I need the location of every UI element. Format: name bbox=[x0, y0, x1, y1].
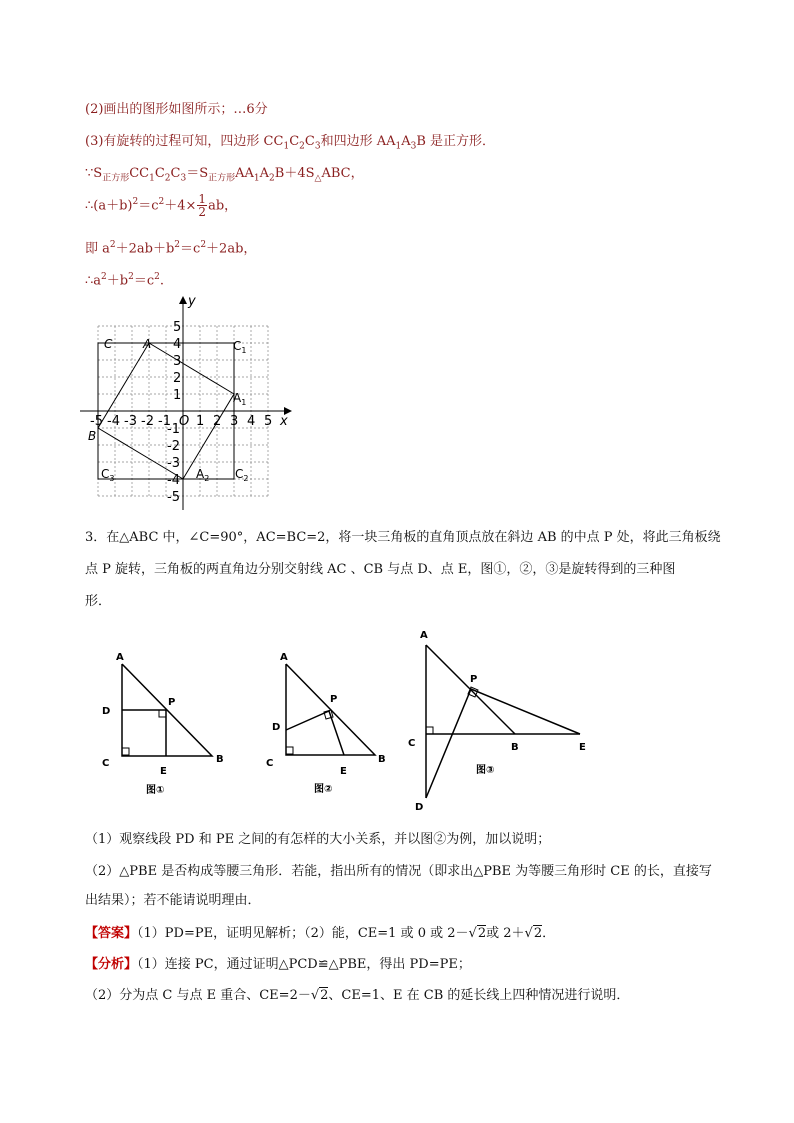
question-1: （1）观察线段 PD 和 PE 之间的有怎样的大小关系，并以图②为例，加以说明； bbox=[85, 832, 551, 847]
label-C: C bbox=[104, 337, 113, 351]
answer-tag: 【答案】 bbox=[85, 926, 138, 941]
sqrt-symbol: √ bbox=[310, 988, 320, 1003]
question-2-line-1: （2）△PBE 是否构成等腰三角形．若能，指出所有的情况（即求出△PBE 为等腰三角形时 CE 的长，直接写 bbox=[85, 864, 712, 879]
fig3-label-A: A bbox=[420, 630, 428, 641]
fig2-label-B: B bbox=[378, 754, 386, 765]
y-tick-label: -2 bbox=[167, 439, 180, 454]
fig1-caption: 图① bbox=[146, 785, 165, 796]
x-tick-label: 1 bbox=[196, 414, 205, 429]
coordinate-grid-figure bbox=[70, 292, 300, 517]
solution-line-2: (3)有旋转的过程可知，四边形 $CC_1C_2C_3$和四边形 $AA_1A_3B$ 是正方形． bbox=[85, 134, 496, 152]
y-tick-label: -4 bbox=[167, 473, 180, 488]
solution-line-3: $\because S_{正方形}CC_1C_2C_3=S_{正方形}AA_1A_2B+4S_\triangle ABC$， bbox=[85, 166, 364, 184]
y-tick-label: 3 bbox=[173, 354, 182, 369]
x-tick-label: -4 bbox=[107, 414, 120, 429]
fig2-label-E: E bbox=[340, 766, 347, 777]
fig1-label-A: A bbox=[116, 652, 124, 663]
analysis-line-2: （2）分为点 C 与点 E 重合、CE=2－√2、CE=1、E 在 CB 的延长线上四种情况进行说明． bbox=[85, 988, 630, 1003]
fig3-label-E: E bbox=[579, 742, 586, 753]
label-C1: $C_1$ bbox=[233, 339, 247, 355]
fig3-label-B: B bbox=[511, 742, 519, 753]
triangle-figures bbox=[90, 622, 610, 822]
analysis-line-1: 【分析】（1）连接 PC，通过证明△PCD≌△PBE，得出 PD=PE； bbox=[85, 957, 471, 972]
fig1-label-B: B bbox=[216, 754, 224, 765]
y-tick-label: 4 bbox=[173, 337, 182, 352]
y-tick-label: 5 bbox=[173, 320, 182, 335]
solution-line-4: $\therefore(a+b)^2=c^2+4\times$ $\frac{1}{2}$ ab， bbox=[85, 192, 238, 220]
label-B: B bbox=[88, 429, 97, 443]
analysis-tag: 【分析】 bbox=[85, 957, 138, 972]
fig2-label-P: P bbox=[330, 694, 338, 705]
y-tick-label: -1 bbox=[167, 422, 180, 437]
figure-2 bbox=[286, 664, 375, 755]
label-C3: $C_3$ bbox=[101, 467, 115, 483]
label-A: A bbox=[143, 337, 152, 351]
fig3-label-D: D bbox=[415, 802, 424, 813]
fig3-caption: 图③ bbox=[476, 765, 495, 776]
x-tick-label: 5 bbox=[264, 414, 273, 429]
x-tick-label: O bbox=[179, 414, 190, 429]
figure-3 bbox=[426, 645, 580, 798]
y-axis-label: y bbox=[188, 294, 196, 309]
answer-line: 【答案】（1）PD=PE，证明见解析；（2）能，CE=1 或 0 或 2－√2或 2＋√2． bbox=[85, 926, 556, 941]
fig2-label-C: C bbox=[266, 758, 274, 769]
fig3-label-C: C bbox=[408, 738, 416, 749]
fig2-label-A: A bbox=[280, 652, 288, 663]
y-tick-label: -5 bbox=[167, 490, 180, 505]
solution-line-6: $\therefore a^2+b^2=c^2$. bbox=[85, 272, 164, 289]
x-tick-label: -1 bbox=[158, 414, 171, 429]
x-axis-label: x bbox=[280, 414, 288, 429]
fig1-label-E: E bbox=[160, 766, 167, 777]
y-tick-labels bbox=[167, 320, 181, 505]
x-tick-label: -3 bbox=[124, 414, 137, 429]
problem-line-3: 形． bbox=[85, 594, 112, 609]
fig3-label-P: P bbox=[470, 674, 478, 685]
x-tick-label: -5 bbox=[90, 414, 103, 429]
fig1-label-P: P bbox=[168, 697, 176, 708]
y-tick-label: 1 bbox=[173, 388, 182, 403]
x-tick-label: 2 bbox=[213, 414, 222, 429]
fig2-label-D: D bbox=[272, 722, 281, 733]
fig1-label-D: D bbox=[102, 706, 111, 717]
fraction-one-half: $\frac{1}{2}$ bbox=[198, 192, 207, 220]
y-tick-label: 2 bbox=[173, 371, 182, 386]
label-A1: $A_1$ bbox=[233, 391, 247, 407]
y-axis-arrow bbox=[179, 296, 187, 304]
y-tick-label: -3 bbox=[167, 456, 180, 471]
x-tick-label: 4 bbox=[247, 414, 256, 429]
sqrt-symbol: √ bbox=[468, 926, 477, 941]
label-A2: $A_2$ bbox=[196, 467, 210, 483]
sqrt-symbol: √ bbox=[524, 926, 533, 941]
question-2-line-2: 出结果）；若不能请说明理由． bbox=[85, 893, 261, 908]
figure-1 bbox=[122, 664, 212, 756]
problem-line-1: 3．在△ABC 中，∠C=90°，AC=BC=2，将一块三角板的直角顶点放在斜边 AB 的中点 P 处，将此三角板绕 bbox=[85, 530, 721, 545]
solution-line-5: 即 $a^2+2ab+b^2=c^2+2ab$， bbox=[85, 240, 257, 257]
problem-line-2: 点 P 旋转，三角板的两直角边分别交射线 AC 、CB 与点 D、点 E，图①，②，③是旋转得到的三种图 bbox=[85, 562, 676, 577]
x-tick-labels bbox=[90, 414, 272, 429]
label-C2: $C_2$ bbox=[235, 467, 249, 483]
fig2-caption: 图② bbox=[314, 784, 333, 795]
solution-line-1: (2)画出的图形如图所示；…6分 bbox=[85, 102, 268, 117]
fig1-label-C: C bbox=[102, 758, 110, 769]
x-tick-label: -2 bbox=[141, 414, 154, 429]
x-tick-label: 3 bbox=[230, 414, 239, 429]
